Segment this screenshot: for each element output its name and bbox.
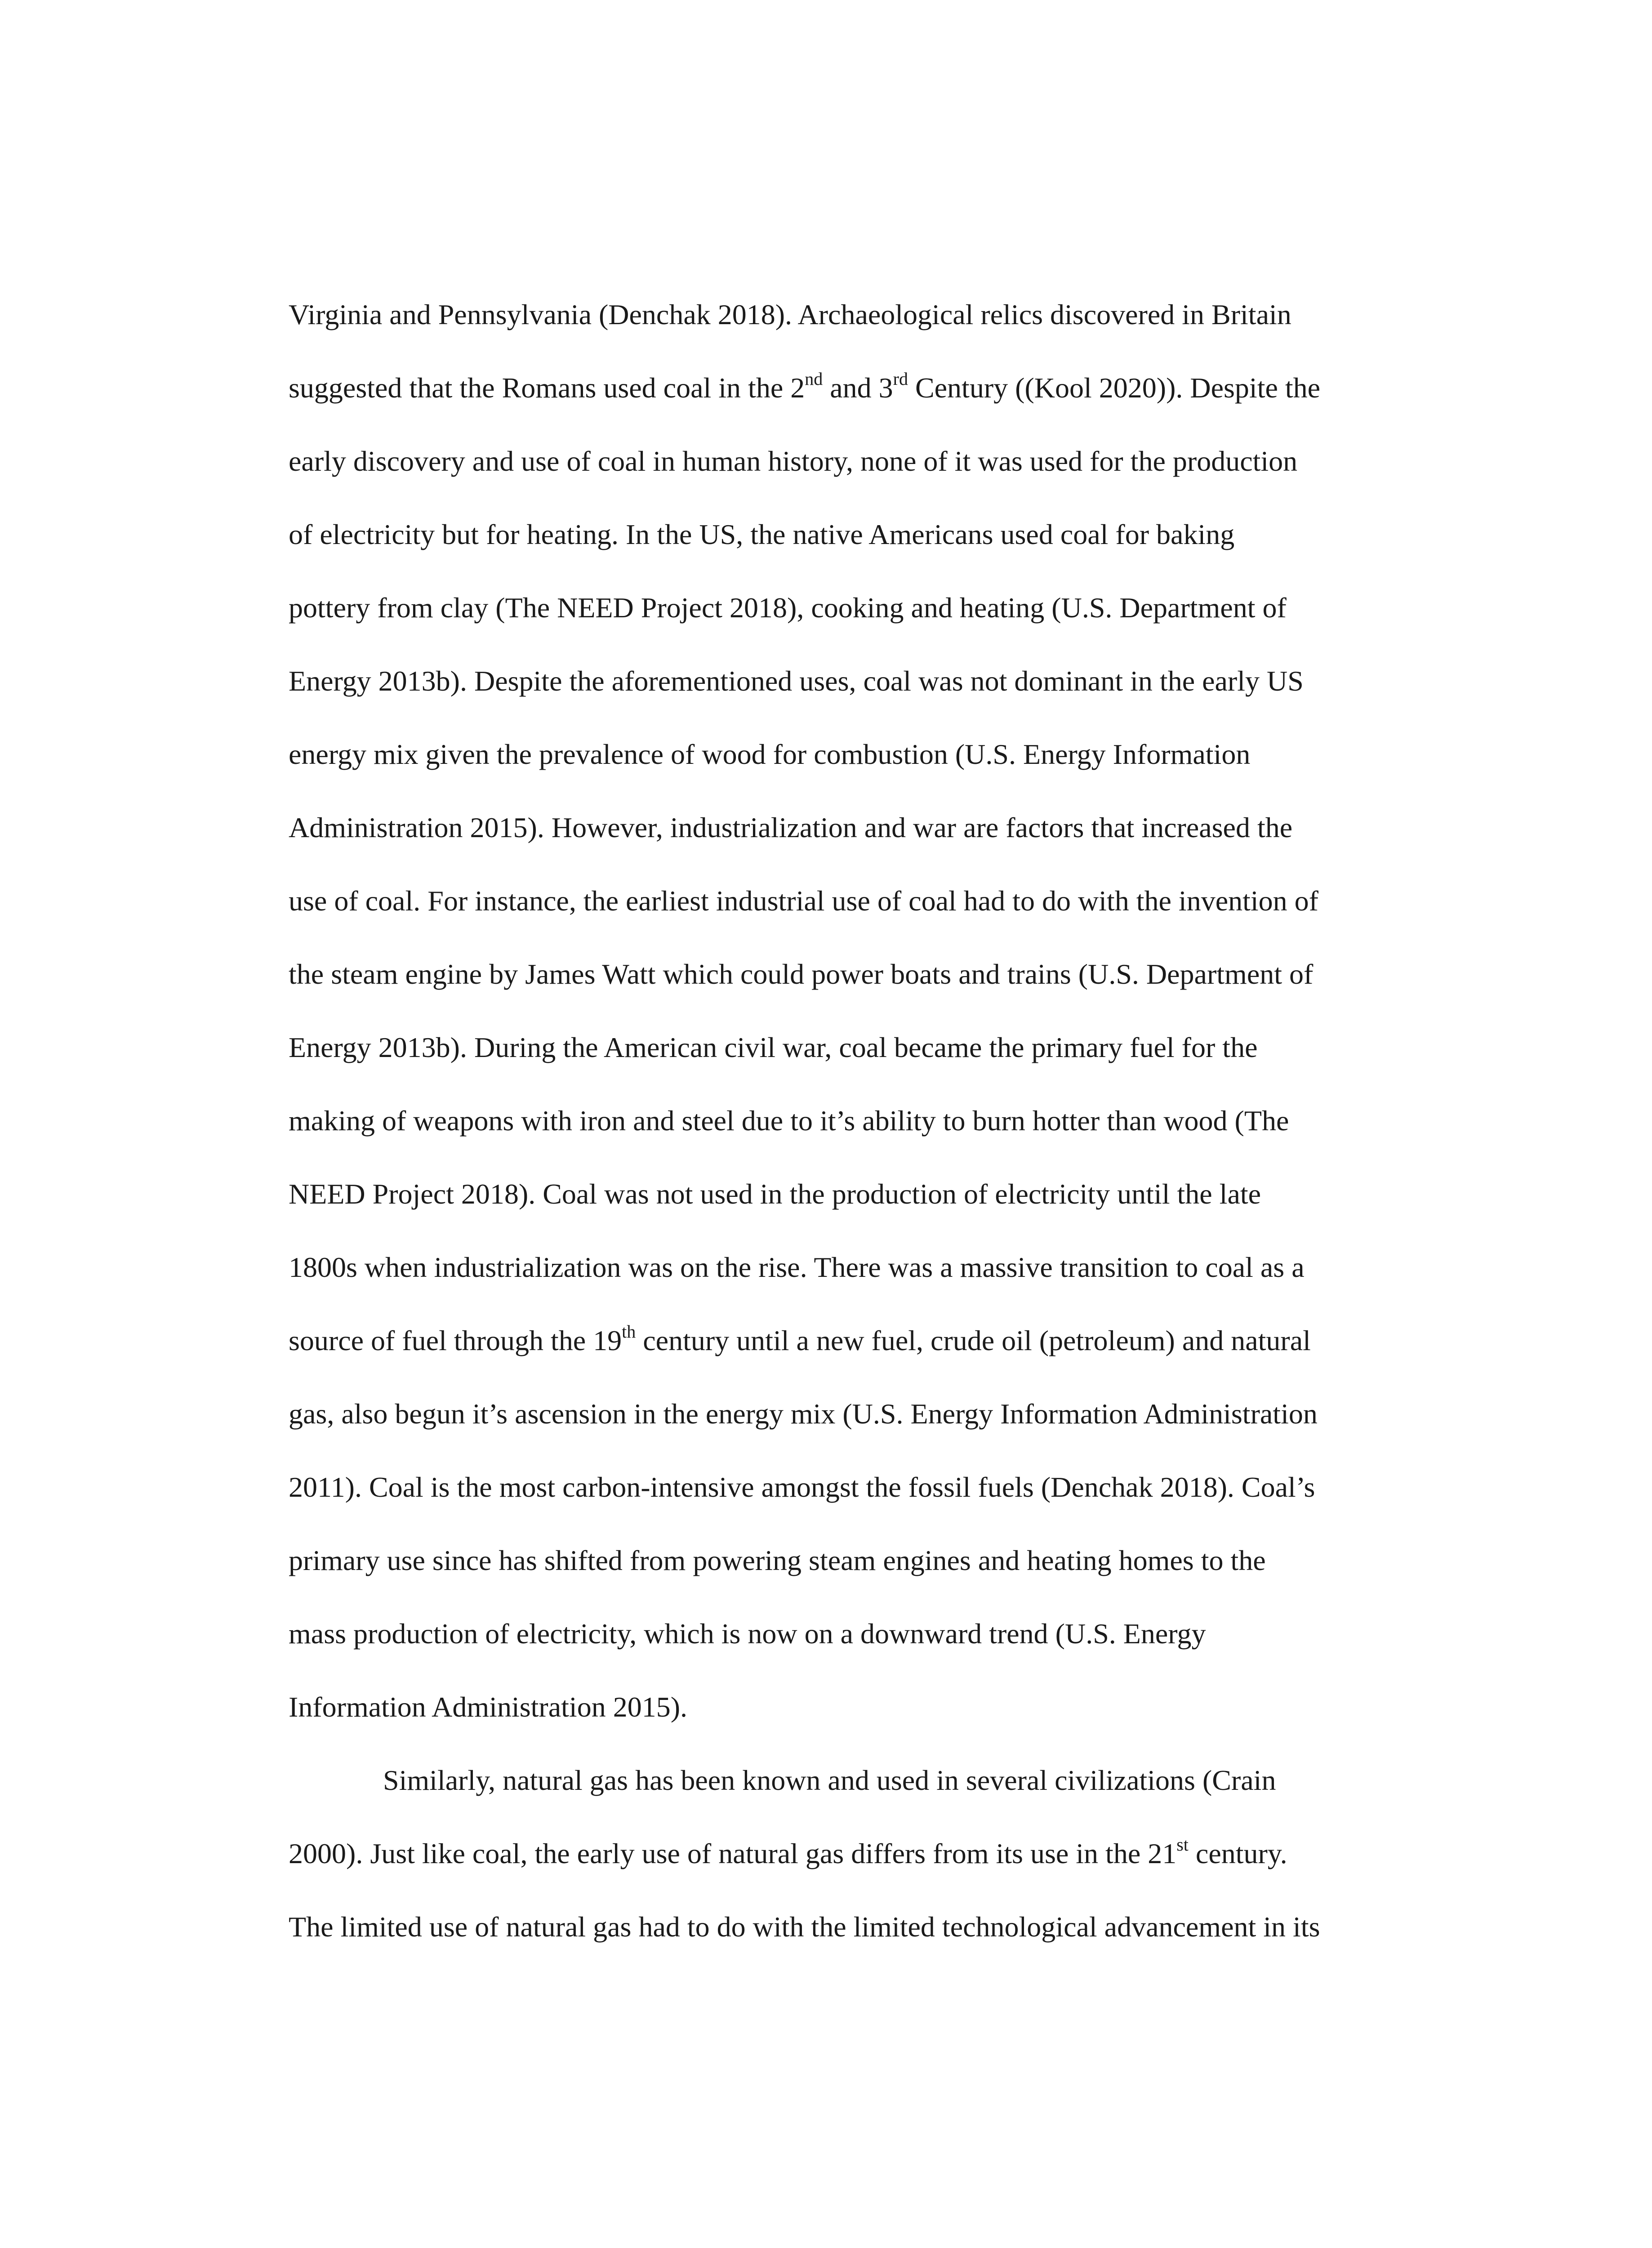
superscript: nd — [805, 368, 823, 389]
text-span: Energy 2013b). During the American civil war, coal became the primary fuel for the — [289, 1031, 1258, 1063]
text-line — [289, 1909, 1320, 1945]
text-span: 2011). Coal is the most carbon-intensive amongst the fossil fuels (Denchak 2018). Coal’s — [289, 1471, 1315, 1503]
text-span: suggested that the Romans used coal in the 2 — [289, 372, 805, 404]
text-line — [289, 1103, 1289, 1139]
text-line — [289, 297, 1291, 333]
text-span: energy mix given the prevalence of wood for combustion (U.S. Energy Information — [289, 738, 1251, 770]
text-span: mass production of electricity, which is now on a downward trend (U.S. Energy — [289, 1618, 1206, 1650]
text-span: Century ((Kool 2020)). Despite the — [908, 372, 1321, 404]
text-span: use of coal. For instance, the earliest industrial use of coal had to do with the invention of — [289, 885, 1318, 917]
text-span: The limited use of natural gas had to do with the limited technological advancement in its — [289, 1911, 1320, 1943]
text-span: 2000). Just like coal, the early use of natural gas differs from its use in the 21 — [289, 1838, 1177, 1869]
text-line — [289, 883, 1318, 919]
text-span: Similarly, natural gas has been known and used in several civilizations (Crain — [383, 1764, 1276, 1796]
text-line — [289, 1689, 687, 1725]
text-span: Information Administration 2015). — [289, 1691, 687, 1723]
text-span: Administration 2015). However, industrialization and war are factors that increased the — [289, 812, 1293, 843]
text-line — [289, 736, 1250, 772]
text-line — [289, 1469, 1315, 1505]
text-line — [289, 1176, 1261, 1212]
text-span: of electricity but for heating. In the US, the native Americans used coal for baking — [289, 518, 1235, 550]
text-line — [289, 663, 1304, 699]
text-line — [289, 1836, 1287, 1872]
text-span: source of fuel through the 19 — [289, 1325, 622, 1356]
text-line — [383, 1762, 1276, 1798]
superscript: rd — [893, 368, 908, 389]
text-span: the steam engine by James Watt which could power boats and trains (U.S. Department of — [289, 958, 1314, 990]
text-line — [289, 517, 1234, 553]
text-span: Virginia and Pennsylvania (Denchak 2018). Archaeological relics discovered in Britain — [289, 299, 1291, 330]
text-span: century until a new fuel, crude oil (petroleum) and natural — [636, 1325, 1311, 1356]
text-span: gas, also begun it’s ascension in the energy mix (U.S. Energy Information Administration — [289, 1398, 1318, 1430]
text-line — [289, 590, 1287, 626]
text-span: making of weapons with iron and steel due to it’s ability to burn hotter than wood (The — [289, 1105, 1289, 1137]
text-line — [289, 443, 1297, 479]
text-line — [289, 370, 1320, 406]
text-span: primary use since has shifted from powering steam engines and heating homes to the — [289, 1544, 1266, 1576]
text-span: 1800s when industrialization was on the rise. There was a massive transition to coal as a — [289, 1251, 1305, 1283]
text-line — [289, 810, 1292, 846]
text-line — [289, 1030, 1257, 1066]
text-line — [289, 1616, 1206, 1652]
text-line — [289, 1323, 1311, 1359]
superscript: th — [622, 1321, 636, 1342]
text-span: early discovery and use of coal in human history, none of it was used for the production — [289, 445, 1298, 477]
superscript: st — [1176, 1834, 1189, 1855]
text-span: NEED Project 2018). Coal was not used in the production of electricity until the late — [289, 1178, 1261, 1210]
text-span: and 3 — [823, 372, 893, 404]
text-span: century. — [1188, 1838, 1287, 1869]
text-line — [289, 1543, 1266, 1579]
text-line — [289, 1396, 1318, 1432]
text-span: Energy 2013b). Despite the aforementioned uses, coal was not dominant in the early US — [289, 665, 1304, 697]
text-line — [289, 1249, 1305, 1285]
text-line — [289, 956, 1313, 992]
text-span: pottery from clay (The NEED Project 2018), cooking and heating (U.S. Department of — [289, 592, 1287, 624]
